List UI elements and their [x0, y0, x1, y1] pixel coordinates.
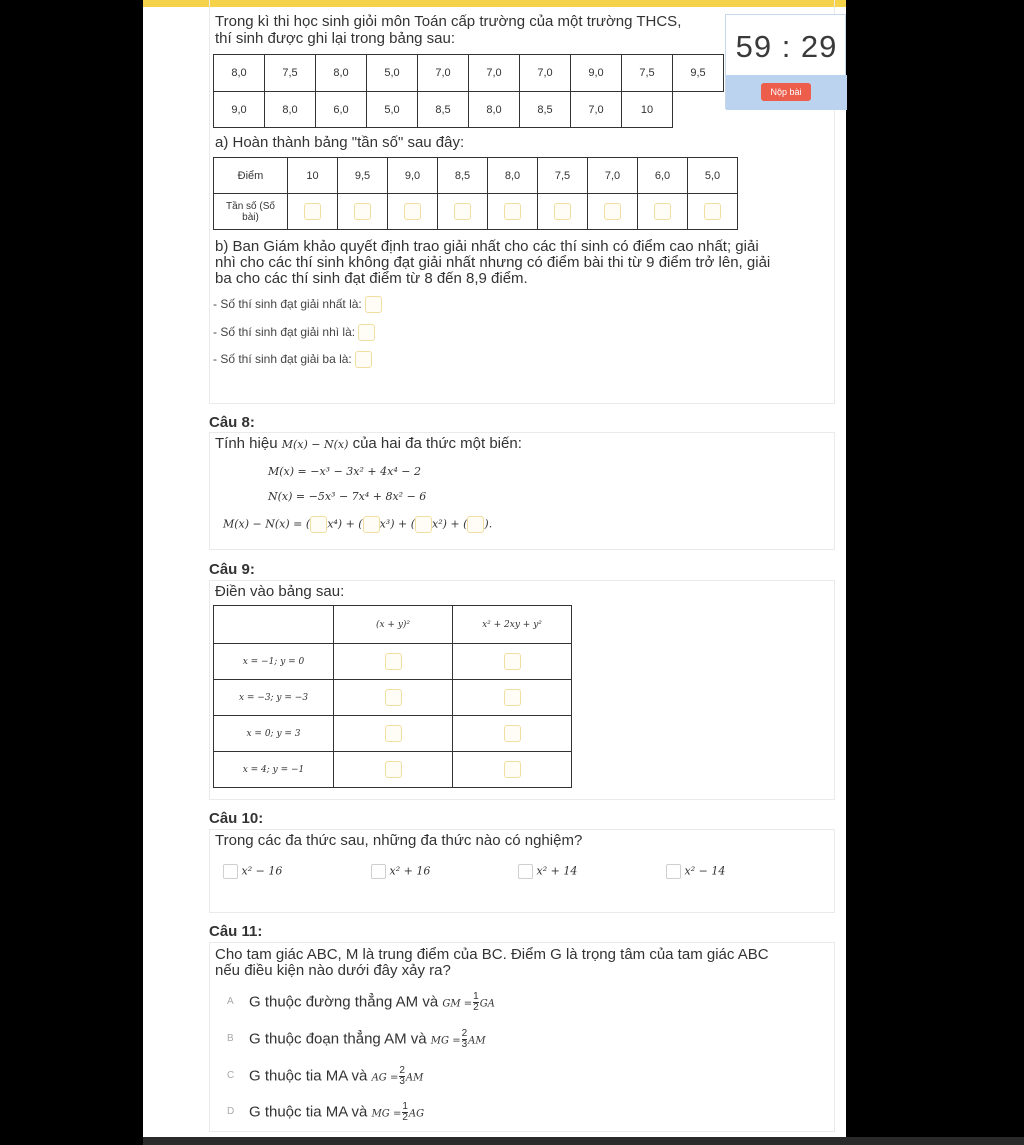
- score-cell: 9,5: [673, 55, 724, 92]
- q9-row: [214, 680, 572, 716]
- score-cell: 8,0: [265, 92, 316, 128]
- prize3-label: - Số thí sinh đạt giải ba là:: [213, 352, 352, 366]
- q9-row: [214, 752, 572, 788]
- score-cell: 7,0: [571, 92, 622, 128]
- constant-input[interactable]: [467, 516, 484, 533]
- q9-prompt: Điền vào bảng sau:: [215, 583, 345, 600]
- prize2-label: - Số thí sinh đạt giải nhì là:: [213, 325, 356, 339]
- q10-option-label: x² + 14: [536, 864, 578, 878]
- option-lhs: MG =: [371, 1108, 402, 1120]
- submit-area: [726, 75, 847, 110]
- q10-option-label: x² + 16: [389, 864, 431, 878]
- option-fraction: $\frac{1}{2}$: [402, 1101, 408, 1123]
- score-cell: 7,0: [469, 55, 520, 92]
- option-lhs: MG =: [430, 1035, 461, 1047]
- frequency-point: 10: [288, 158, 338, 194]
- q7-intro-line2: thí sinh được ghi lại trong bảng sau:: [215, 30, 456, 47]
- q7-part-a: a) Hoàn thành bảng "tần số" sau đây:: [215, 134, 465, 151]
- q7-part-b-line2: nhì cho các thí sinh không đạt giải nhất nhưng có điểm bài thi từ 9 điểm trở lên, giải: [215, 254, 771, 271]
- q9-input[interactable]: [385, 725, 402, 742]
- option-letter: D: [227, 1106, 235, 1117]
- q9-row: [214, 644, 572, 680]
- q8-term-end: ).: [484, 517, 493, 531]
- coef-x4-input[interactable]: [310, 516, 327, 533]
- frequency-header-label: Điểm: [214, 158, 288, 194]
- q10-checkbox[interactable]: [518, 864, 533, 879]
- frequency-point: 8,5: [438, 158, 488, 194]
- frequency-point: 7,5: [538, 158, 588, 194]
- frequency-row-label: Tần số (Số bài): [214, 194, 288, 230]
- frequency-point: 8,0: [488, 158, 538, 194]
- q9-row: [214, 716, 572, 752]
- score-cell: 5,0: [367, 55, 418, 92]
- q9-row-label: x = −3; y = −3: [214, 680, 334, 716]
- frequency-point: 7,0: [588, 158, 638, 194]
- q10-checkbox[interactable]: [371, 864, 386, 879]
- q10-option[interactable]: [666, 864, 725, 879]
- q9-col2-header: x² + 2xy + y²: [453, 606, 572, 644]
- q10-checkbox[interactable]: [223, 864, 238, 879]
- option-rhs: AG: [408, 1108, 425, 1120]
- option-letter: C: [227, 1070, 235, 1081]
- score-cell: 8,0: [316, 55, 367, 92]
- q8-prompt-after: của hai đa thức một biến:: [352, 435, 522, 452]
- q10-checkbox[interactable]: [666, 864, 681, 879]
- option-rhs: AM: [468, 1035, 486, 1047]
- option-letter: A: [227, 996, 234, 1007]
- frequency-point: 9,5: [338, 158, 388, 194]
- q9-input[interactable]: [504, 761, 521, 778]
- option-text: G thuộc đường thẳng AM và: [249, 993, 439, 1011]
- q9-input[interactable]: [385, 761, 402, 778]
- score-cell: 10: [622, 92, 673, 128]
- score-cell: 9,0: [214, 92, 265, 128]
- q10-option-label: x² − 16: [241, 864, 283, 878]
- q8-prompt-before: Tính hiệu: [215, 435, 278, 452]
- score-cell: 8,0: [214, 55, 265, 92]
- q9-input[interactable]: [385, 689, 402, 706]
- q9-row-label: x = 4; y = −1: [214, 752, 334, 788]
- q10-title: Câu 10:: [209, 810, 264, 827]
- bottom-scrollbar: [143, 1137, 1024, 1145]
- q9-input[interactable]: [504, 689, 521, 706]
- q8-prompt-expr: M(x) − N(x): [281, 438, 349, 451]
- score-cell: 8,0: [469, 92, 520, 128]
- prize1-label: - Số thí sinh đạt giải nhất là:: [213, 297, 362, 311]
- q9-input[interactable]: [504, 653, 521, 670]
- score-cell: 7,0: [418, 55, 469, 92]
- option-fraction: $\frac{1}{2}$: [473, 991, 479, 1013]
- q9-col1-header: (x + y)²: [334, 606, 453, 644]
- q7-part-b-line1: b) Ban Giám khảo quyết định trao giải nhất cho các thí sinh có điểm cao nhất; giải: [215, 238, 759, 255]
- q10-prompt: Trong các đa thức sau, những đa thức nào có nghiệm?: [215, 832, 583, 849]
- option-fraction: $\frac{2}{3}$: [399, 1065, 405, 1087]
- option-lhs: GM =: [442, 998, 473, 1010]
- score-cell: 6,0: [316, 92, 367, 128]
- q10-option[interactable]: [518, 864, 577, 879]
- q9-row-label: x = 0; y = 3: [214, 716, 334, 752]
- score-cell: 8,5: [418, 92, 469, 128]
- q9-input[interactable]: [504, 725, 521, 742]
- score-cell: 7,5: [265, 55, 316, 92]
- option-rhs: AM: [405, 1072, 424, 1084]
- option-rhs: GA: [479, 998, 495, 1010]
- frequency-point: 6,0: [638, 158, 688, 194]
- q8-term-x2: x²) + (: [432, 517, 468, 531]
- q7-part-b-line3: ba cho các thí sinh đạt điểm từ 8 đến 8,9 điểm.: [215, 270, 528, 287]
- q10-option[interactable]: [223, 864, 282, 879]
- option-text: G thuộc đoạn thẳng AM và: [249, 1030, 427, 1048]
- coef-x3-input[interactable]: [363, 516, 380, 533]
- q10-option[interactable]: [371, 864, 430, 879]
- q9-input[interactable]: [385, 653, 402, 670]
- q8-n-expression: N(x) = −5x³ − 7x⁴ + 8x² − 6: [268, 490, 427, 503]
- q11-title: Câu 11:: [209, 923, 263, 940]
- coef-x2-input[interactable]: [415, 516, 432, 533]
- q11-prompt-line2: nếu điều kiện nào dưới đây xảy ra?: [215, 962, 451, 979]
- q9-title: Câu 9:: [209, 561, 255, 578]
- frequency-point: 5,0: [688, 158, 738, 194]
- score-cell: 9,0: [571, 55, 622, 92]
- q9-row-label: x = −1; y = 0: [214, 644, 334, 680]
- countdown-timer: 59 : 29: [735, 29, 838, 64]
- timer-panel: [725, 14, 846, 109]
- score-cell: 5,0: [367, 92, 418, 128]
- q8-prompt: [215, 436, 522, 453]
- q8-title: Câu 8:: [209, 414, 255, 431]
- q8-diff-lhs: M(x) − N(x) = (: [223, 517, 311, 531]
- submit-button[interactable]: Nộp bài: [761, 83, 811, 101]
- option-text: G thuộc tia MA và: [249, 1067, 368, 1085]
- q10-option-label: x² − 14: [684, 864, 726, 878]
- option-text: G thuộc tia MA và: [249, 1103, 368, 1121]
- q8-term-x3: x³) + (: [379, 517, 415, 531]
- q9-header-row: [214, 606, 572, 644]
- q8-m-expression: M(x) = −x³ − 3x² + 4x⁴ − 2: [268, 465, 421, 478]
- score-cell: 8,5: [520, 92, 571, 128]
- q7-intro-line1: Trong kì thi học sinh giỏi môn Toán cấp trường của một trường THCS,: [215, 13, 682, 30]
- score-cell: 7,0: [520, 55, 571, 92]
- frequency-point: 9,0: [388, 158, 438, 194]
- q8-difference: [223, 516, 492, 533]
- score-cell: 7,5: [622, 55, 673, 92]
- quiz-page: [143, 0, 846, 1145]
- q11-prompt-line1: Cho tam giác ABC, M là trung điểm của BC. Điểm G là trọng tâm của tam giác ABC: [215, 946, 769, 963]
- option-fraction: $\frac{2}{3}$: [461, 1028, 468, 1050]
- option-letter: B: [227, 1033, 234, 1044]
- q8-term-x4: x⁴) + (: [327, 517, 363, 531]
- q9-table: [213, 605, 572, 788]
- option-lhs: AG =: [371, 1072, 399, 1084]
